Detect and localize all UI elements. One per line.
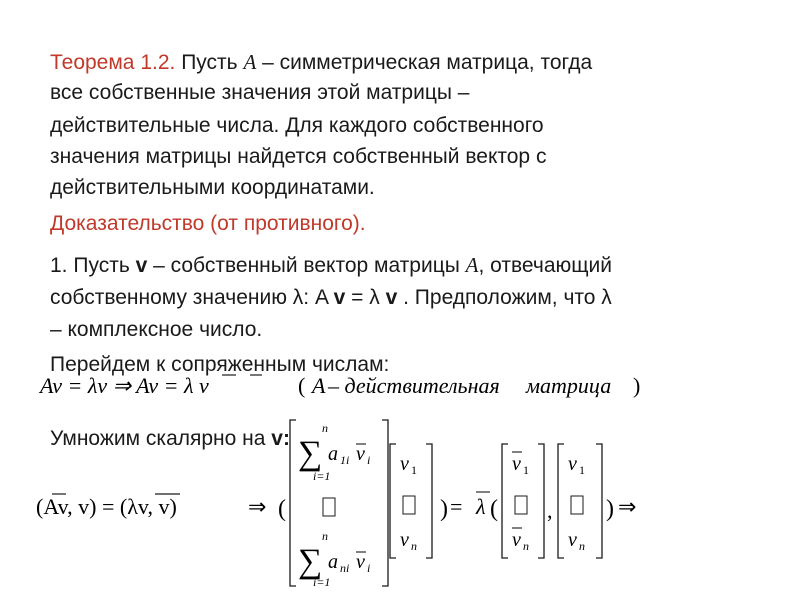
step1-text-a: Пусть: [67, 254, 136, 277]
theorem-title: Теорема 1.2.: [50, 51, 176, 74]
vec2-placeholder: [571, 496, 583, 514]
step1-line-2: [50, 283, 612, 313]
multiply-v: v:: [271, 427, 290, 450]
theorem-line-3: действительные числа. Для каждого собственного: [50, 114, 544, 137]
vec-vn: v: [400, 529, 409, 551]
theorem-var-a: A: [243, 50, 257, 74]
eq2-lhs: (Av, v) = (λv, v): [36, 494, 177, 519]
eq1-paren-open: (: [298, 373, 306, 398]
vec2-v1-sub: 1: [579, 463, 585, 477]
eq1-paren-close: ): [633, 373, 641, 398]
bracket-right-3: [538, 444, 544, 558]
vec-conj-vn-sub: n: [523, 539, 529, 553]
sum-top-sub: 1i: [340, 453, 350, 467]
eq2-rhs-paren-open: (: [490, 496, 498, 522]
equation-scalar-product: [30, 418, 670, 590]
multiply-text: Умножим скалярно на: [50, 427, 272, 450]
sum-top-i1: i=1: [313, 469, 331, 483]
step1-text-b: – собственный вектор матрицы: [147, 254, 466, 277]
bracket-right-2: [426, 444, 432, 558]
bracket-left-2: [390, 444, 396, 558]
vec-v1-sub: 1: [411, 463, 417, 477]
eq2-implies: ⇒: [248, 494, 267, 519]
sum-bottom-a: a: [328, 551, 338, 573]
eq1-a: A: [312, 373, 326, 398]
step1-l2-v: v: [333, 286, 346, 309]
eq1-lhs: Av = λv ⇒ Av = λ v: [40, 373, 209, 398]
vec-conj-v1-sub: 1: [523, 463, 529, 477]
vec-conj-placeholder: [515, 496, 527, 514]
step1-line-1: [50, 250, 612, 281]
sum-bottom-sigma: ∑: [298, 543, 323, 580]
step1-l2-v2: v: [385, 286, 398, 309]
sum-top-a: a: [328, 443, 338, 465]
sum-top-vsub: i: [367, 453, 371, 467]
step1-a: A: [465, 253, 479, 277]
matrix1-placeholder: [323, 498, 335, 516]
eq2-comma: ,: [547, 498, 553, 523]
eq2-left-paren: (: [278, 496, 286, 522]
eq2-equals: =: [450, 494, 463, 519]
step1-l2-c: . Предположим, что λ: [397, 286, 612, 309]
sum-top-sigma: ∑: [298, 435, 323, 472]
theorem-line1-pre: Пусть: [181, 51, 244, 74]
conjugate-line: Перейдем к сопряженным числам:: [50, 353, 390, 376]
vec2-vn: v: [568, 529, 577, 551]
theorem-line-2: все собственные значения этой матрицы –: [50, 81, 470, 104]
step1-number: 1.: [50, 254, 68, 277]
bracket-right-1: [382, 420, 388, 586]
equation-conjugate: [36, 368, 676, 404]
step1-l2-a: собственному значению λ: A: [50, 286, 334, 309]
theorem-line1-post: – симметрическая матрица, тогда: [256, 51, 593, 74]
sum-bottom-sub: ni: [340, 561, 350, 575]
bracket-right-4: [596, 444, 602, 558]
vec-v1: v: [400, 453, 409, 475]
vec2-v1: v: [568, 453, 577, 475]
theorem-line-1: [50, 47, 592, 78]
vec-conj-v1: v: [512, 453, 521, 475]
sum-bottom-vsub: i: [367, 561, 371, 575]
sum-top-n: n: [322, 421, 328, 435]
bracket-left-3: [502, 444, 508, 558]
vec2-vn-sub: n: [579, 539, 585, 553]
eq2-rhs-paren-close: ): [606, 496, 614, 522]
step1-line-3: – комплексное число.: [50, 318, 263, 341]
step1-l2-b: = λ: [345, 286, 386, 309]
theorem-line-5: действительными координатами.: [50, 176, 375, 199]
sum-bottom-i1: i=1: [313, 575, 331, 589]
eq1-matr: матрица: [526, 373, 612, 398]
sum-bottom-n: n: [322, 529, 328, 543]
eq2-right-paren: ): [440, 496, 448, 522]
step1-text-c: , отвечающий: [478, 254, 613, 277]
bracket-left-4: [558, 444, 564, 558]
eq1-dash: – действительная: [328, 373, 500, 398]
vec-placeholder: [403, 496, 415, 514]
sum-top-v: v: [356, 443, 365, 465]
theorem-line-4: значения матрицы найдется собственный вектор с: [50, 145, 547, 168]
proof-heading: Доказательство (от противного).: [50, 212, 366, 235]
eq2-implies2: ⇒: [618, 494, 637, 519]
vec-vn-sub: n: [411, 539, 417, 553]
eq2-lambda: λ: [476, 494, 486, 519]
step1-v: v: [135, 254, 148, 277]
bracket-left-1: [290, 420, 296, 586]
vec-conj-vn: v: [512, 529, 521, 551]
sum-bottom-v: v: [356, 551, 365, 573]
